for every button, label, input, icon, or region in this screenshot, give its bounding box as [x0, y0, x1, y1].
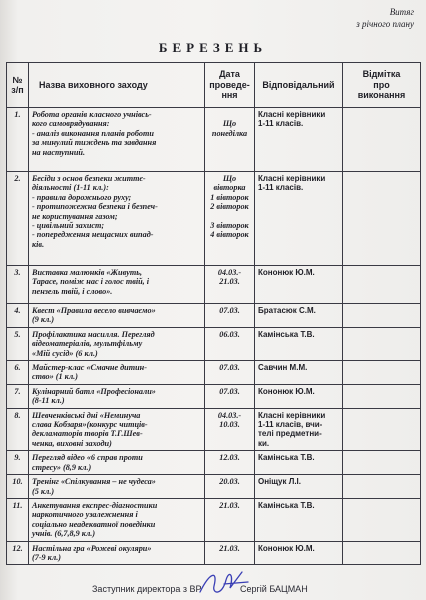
responsible-line: 1-11 класів.	[258, 119, 304, 129]
table-row	[7, 498, 421, 541]
row-number: 4.	[7, 304, 29, 328]
responsible-line: Класні керівники	[258, 410, 326, 420]
responsible	[255, 304, 343, 328]
event-name-line: декламаторів творів Т.Г.Шев-	[32, 429, 143, 439]
header-responsible: Відповідальний	[255, 63, 343, 108]
completion-mark	[343, 172, 421, 266]
completion-mark	[343, 541, 421, 565]
event-name	[29, 541, 205, 565]
header-date: Дата проведе- ння	[205, 63, 255, 108]
responsible-line: Камінська Т.В.	[258, 329, 315, 339]
event-name-line: (9 кл.)	[32, 315, 55, 325]
event-name-line: - цивільний захист;	[32, 221, 105, 231]
event-date-line: 04.03.-	[217, 268, 242, 277]
event-date-line: 21.03.	[219, 543, 240, 553]
excerpt-line-2: з річного плану	[356, 19, 414, 29]
row-number: 11.	[7, 498, 29, 541]
table-row	[7, 408, 421, 451]
event-date-line: 06.03.	[219, 329, 240, 339]
event-date	[205, 498, 255, 541]
event-name-line: Настільна гра «Рожеві окуляри»	[32, 543, 152, 553]
event-name-line: Шевченківські дні «Неминуча	[32, 410, 141, 420]
event-date-line: 4 вівторок	[210, 230, 249, 240]
event-name	[29, 304, 205, 328]
table-row	[7, 451, 421, 475]
event-name-line: кого самоврядування:	[32, 119, 110, 129]
completion-mark	[343, 408, 421, 451]
table-row	[7, 361, 421, 385]
responsible	[255, 408, 343, 451]
event-name-line: відеоматеріалів, мультфільму	[32, 339, 143, 349]
row-number: 2.	[7, 172, 29, 266]
completion-mark	[343, 361, 421, 385]
responsible-line: Кононюк Ю.М.	[258, 386, 315, 396]
event-name-line: - попередження нещасних випад-	[32, 230, 154, 240]
event-date-line: 2 вівторок	[210, 202, 249, 212]
header-num: № з/п	[7, 63, 29, 108]
table-row	[7, 327, 421, 360]
responsible-line: Оніщук Л.І.	[258, 477, 301, 487]
events-table	[6, 62, 421, 565]
responsible-line: ки.	[258, 438, 270, 448]
event-date	[205, 408, 255, 451]
event-date-line: вівторка	[213, 183, 246, 193]
event-name	[29, 451, 205, 475]
event-date-line: 07.03.	[219, 363, 240, 373]
event-name-line: слава Кобзаря»(конкурс читців-	[32, 420, 148, 430]
responsible-line: Савчин М.М.	[258, 363, 308, 373]
event-name	[29, 384, 205, 408]
event-name-line: за минулий тиждень та завдання	[32, 138, 157, 148]
event-name-line: (5 кл.)	[32, 486, 55, 496]
event-date-line: 20.03.	[219, 477, 240, 487]
table-row	[7, 384, 421, 408]
event-name-line: Кулінарний батл «Професіонали»	[32, 386, 156, 396]
row-number: 8.	[7, 408, 29, 451]
event-name	[29, 361, 205, 385]
table-row	[7, 172, 421, 266]
event-name-line: наркотичного узалежнення і	[32, 510, 138, 520]
event-date-line: 12.03.	[219, 453, 240, 463]
event-date-line: 07.03.	[219, 386, 240, 396]
month-title: БЕРЕЗЕНЬ	[158, 40, 268, 55]
responsible-line: 1-11 класів.	[258, 183, 304, 193]
event-name-line: - аналіз виконання планів роботи	[32, 128, 154, 138]
event-date	[205, 475, 255, 499]
event-name-line: Виставка малюнків «Живуть,	[32, 268, 143, 277]
responsible	[255, 451, 343, 475]
event-name	[29, 327, 205, 360]
row-number: 12.	[7, 541, 29, 565]
responsible-line: Кононюк Ю.М.	[258, 543, 315, 553]
event-date-line: 07.03.	[219, 306, 240, 315]
event-name-line: Робота органів класного учнівсь-	[32, 110, 152, 119]
responsible-line: Класні керівники	[258, 110, 326, 119]
responsible-line: Братасюк С.М.	[258, 306, 316, 315]
table-row	[7, 266, 421, 304]
event-name-line: - протипожежна безпека і безпеч-	[32, 202, 158, 212]
row-number: 3.	[7, 266, 29, 304]
table-row	[7, 108, 421, 172]
event-name-line: Анкетування експрес-діагностики	[32, 500, 158, 510]
event-name-line: ство» (1 кл.)	[32, 372, 78, 382]
completion-mark	[343, 327, 421, 360]
event-date	[205, 108, 255, 172]
row-number: 10.	[7, 475, 29, 499]
completion-mark	[343, 475, 421, 499]
event-date-line	[208, 212, 251, 221]
event-name-line: Бесіди з основ безпеки життє-	[32, 174, 146, 183]
event-name-line: ків.	[32, 239, 45, 249]
event-name-line: соціально неадекватної поведінки	[32, 519, 156, 529]
event-date-line: 10.03.	[219, 420, 240, 430]
signatory-position: Заступник директора з ВР	[92, 584, 202, 594]
responsible-line: 1-11 класів, вчи-	[258, 420, 323, 430]
event-name	[29, 498, 205, 541]
completion-mark	[343, 384, 421, 408]
table-row	[7, 475, 421, 499]
event-name-line: Тарасе, поміж нас і голос твій, і	[32, 277, 150, 287]
event-date	[205, 304, 255, 328]
event-name-line: учнів. (6,7,8,9 кл.)	[32, 529, 96, 539]
event-date-line: 04.03.-	[217, 410, 242, 420]
event-date-line: 1 вівторок	[210, 192, 249, 202]
event-date-line: 21.03.	[219, 277, 240, 287]
event-date-line: 21.03.	[219, 500, 240, 510]
responsible	[255, 541, 343, 565]
event-date-line: 3 вівторок	[210, 221, 249, 231]
completion-mark	[343, 451, 421, 475]
event-name-line: Перегляд відео «6 справ проти	[32, 453, 143, 463]
completion-mark	[343, 266, 421, 304]
responsible-line: Камінська Т.В.	[258, 453, 315, 463]
event-date-line: Що	[222, 119, 237, 129]
event-date	[205, 327, 255, 360]
completion-mark	[343, 108, 421, 172]
event-name-line: (8-11 кл.)	[32, 396, 65, 406]
event-name-line: не користування газом;	[32, 211, 118, 221]
row-number: 9.	[7, 451, 29, 475]
row-number: 5.	[7, 327, 29, 360]
responsible	[255, 266, 343, 304]
signature-scribble	[196, 566, 252, 600]
event-date	[205, 361, 255, 385]
event-date	[205, 266, 255, 304]
event-name-line: діяльності (1-11 кл.):	[32, 183, 109, 193]
responsible-line: Кононюк Ю.М.	[258, 268, 315, 277]
event-name-line: Квест «Правила весело вивчаємо»	[32, 306, 156, 315]
event-date-line: понеділка	[211, 128, 248, 138]
event-date	[205, 541, 255, 565]
header-event-name: Назва виховного заходу	[29, 63, 205, 108]
row-number: 1.	[7, 108, 29, 172]
table-row	[7, 304, 421, 328]
responsible-line: Камінська Т.В.	[258, 500, 315, 510]
excerpt-note	[356, 6, 414, 30]
event-date-line: Що	[222, 174, 237, 183]
event-name-line: ченка, виховні заходи)	[32, 438, 112, 448]
responsible	[255, 327, 343, 360]
event-date-line	[208, 110, 251, 119]
event-date	[205, 451, 255, 475]
event-name-line: стресу» (8,9 кл.)	[32, 462, 92, 472]
responsible	[255, 172, 343, 266]
row-number: 6.	[7, 361, 29, 385]
row-number: 7.	[7, 384, 29, 408]
event-date	[205, 384, 255, 408]
responsible	[255, 108, 343, 172]
excerpt-line-1: Витяг	[389, 7, 414, 17]
table-header-row	[7, 63, 421, 108]
event-name	[29, 475, 205, 499]
completion-mark	[343, 498, 421, 541]
event-name	[29, 408, 205, 451]
responsible	[255, 361, 343, 385]
signatory-name: Сергій БАЦМАН	[240, 584, 308, 594]
event-name-line: Профілактика насилля. Перегляд	[32, 329, 155, 339]
event-name-line: - правила дорожнього руху;	[32, 192, 132, 202]
table-row	[7, 541, 421, 565]
responsible	[255, 475, 343, 499]
event-name-line: Майстер-клас «Смачне дитин-	[32, 363, 147, 373]
event-name-line: на наступний.	[32, 147, 86, 157]
header-mark: Відмітка про виконання	[343, 63, 421, 108]
event-name-line: (7-9 кл.)	[32, 552, 61, 562]
event-name	[29, 266, 205, 304]
event-name	[29, 172, 205, 266]
responsible	[255, 384, 343, 408]
event-date	[205, 172, 255, 266]
event-name-line: пензель твій, і слово».	[32, 286, 113, 296]
responsible-line: телі предметни-	[258, 429, 322, 439]
responsible-line: Класні керівники	[258, 174, 326, 183]
responsible	[255, 498, 343, 541]
event-name-line: Тренінг «Спілкування – не чудеса»	[32, 477, 156, 487]
completion-mark	[343, 304, 421, 328]
event-name	[29, 108, 205, 172]
table-body	[7, 108, 421, 565]
event-name-line: «Мій сусід» (6 кл.)	[32, 348, 98, 358]
